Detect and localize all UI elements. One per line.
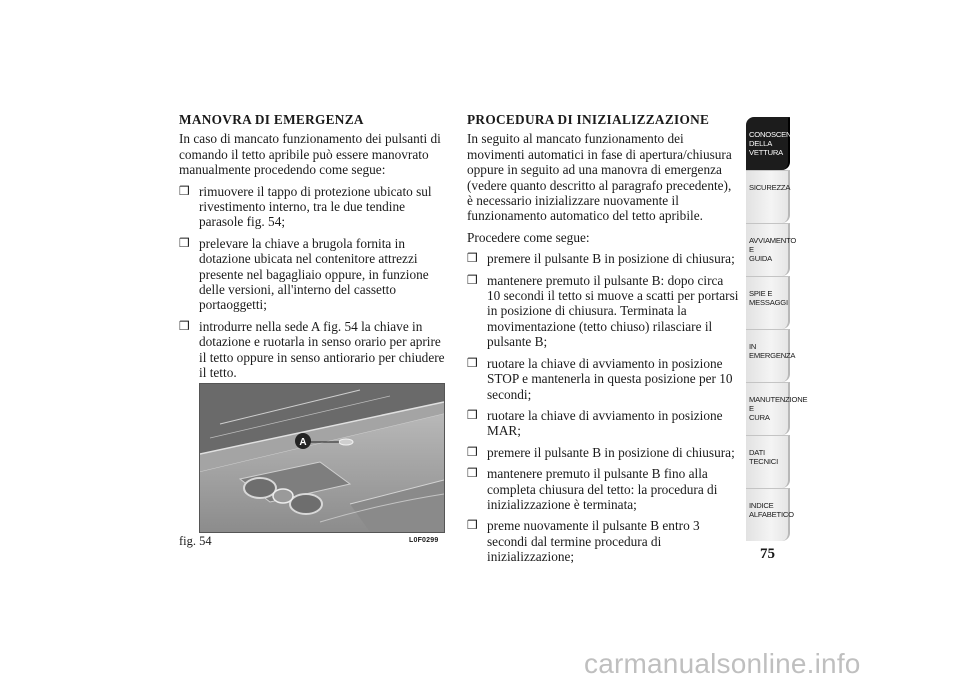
access-cap-icon <box>339 439 353 445</box>
checkbox-bullet-icon: ❒ <box>467 272 478 287</box>
sunroof-interior-illustration <box>200 384 444 532</box>
list-item: ❒ preme nuovamente il pulsante B entro 3 secondi dal termine procedura di inizializzazione; <box>467 518 700 565</box>
tab-avviamento-e-guida[interactable]: AVVIAMENTO E GUIDA <box>746 223 790 276</box>
intro-paragraph-2: Procedere come segue: <box>467 229 590 245</box>
checkbox-bullet-icon: ❒ <box>467 466 478 481</box>
intro-paragraph: In caso di mancato funzionamento dei pulsanti di comando il tetto apribile può essere manovrato manualmente procedendo come segue: <box>179 131 441 178</box>
figure-54-image <box>199 383 445 533</box>
callout-a-label: A <box>299 437 307 448</box>
page-number: 75 <box>760 546 775 562</box>
list-item: ❒ premere il pulsante B in posizione di chiusura; <box>467 251 735 267</box>
checkbox-bullet-icon: ❒ <box>179 318 190 333</box>
list-item: ❒ mantenere premuto il pulsante B: dopo circa 10 secondi il tetto si muove a scatti per portarsi in posizione di chiusura. Terminata la movimentazione (tetto chiuso) rilasciare il pulsante B; <box>467 272 739 350</box>
tab-in-emergenza[interactable]: IN EMERGENZA <box>746 329 790 382</box>
checkbox-bullet-icon: ❒ <box>179 183 190 198</box>
tab-dati-tecnici[interactable]: DATI TECNICI <box>746 435 790 488</box>
checkbox-bullet-icon: ❒ <box>467 444 478 459</box>
checkbox-bullet-icon: ❒ <box>467 518 478 533</box>
checkbox-bullet-icon: ❒ <box>467 355 478 370</box>
checkbox-bullet-icon: ❒ <box>467 251 478 266</box>
section-heading-emergency: MANOVRA DI EMERGENZA <box>179 112 364 127</box>
tab-conoscenza-della-vettura[interactable]: CONOSCENZA DELLA VETTURA <box>746 117 790 170</box>
checkbox-bullet-icon: ❒ <box>467 407 478 422</box>
intro-paragraph: In seguito al mancato funzionamento dei movimenti automatici in fase di apertura/chiusura oppure in seguito ad una manovra di emergenza (vedere quanto descritto al paragrafo precedente), è necessario inizializzare nuovamente il funzionamento automatico del tetto apribile. <box>467 131 732 224</box>
checkbox-bullet-icon: ❒ <box>179 235 190 250</box>
list-item: ❒ ruotare la chiave di avviamento in posizione MAR; <box>467 407 723 439</box>
section-heading-initialization: PROCEDURA DI INIZIALIZZAZIONE <box>467 112 710 127</box>
tab-manutenzione-e-cura[interactable]: MANUTENZIONE E CURA <box>746 382 790 435</box>
list-item: ❒ ruotare la chiave di avviamento in posizione STOP e mantenerla in questa posizione per 10 secondi; <box>467 355 733 402</box>
list-item: ❒ premere il pulsante B in posizione di chiusura; <box>467 444 735 460</box>
list-item: ❒ introdurre nella sede A fig. 54 la chiave in dotazione e ruotarla in senso orario per aprire il tetto oppure in senso antiorario per chiudere il tetto. <box>179 318 445 381</box>
tab-sicurezza[interactable]: SICUREZZA <box>746 170 790 223</box>
tab-indice-alfabetico[interactable]: INDICE ALFABETICO <box>746 488 790 541</box>
figure-code: L0F0299 <box>409 537 439 544</box>
figure-caption: fig. 54 <box>179 534 212 548</box>
chapter-tabs <box>746 117 808 541</box>
list-item: ❒ prelevare la chiave a brugola fornita in dotazione ubicata nel contenitore attrezzi presente nel bagagliaio oppure, in funzione delle versioni, all'interno del cassetto portaoggetti; <box>179 235 429 313</box>
watermark-text: carmanualsonline.info <box>584 648 861 679</box>
list-item: ❒ rimuovere il tappo di protezione ubicato sul rivestimento interno, tra le due tendine parasole fig. 54; <box>179 183 432 230</box>
list-item: ❒ mantenere premuto il pulsante B fino alla completa chiusura del tetto: la procedura di inizializzazione è terminata; <box>467 466 718 512</box>
tab-spie-e-messaggi[interactable]: SPIE E MESSAGGI <box>746 276 790 329</box>
right-column <box>467 112 739 571</box>
left-column <box>179 112 451 387</box>
